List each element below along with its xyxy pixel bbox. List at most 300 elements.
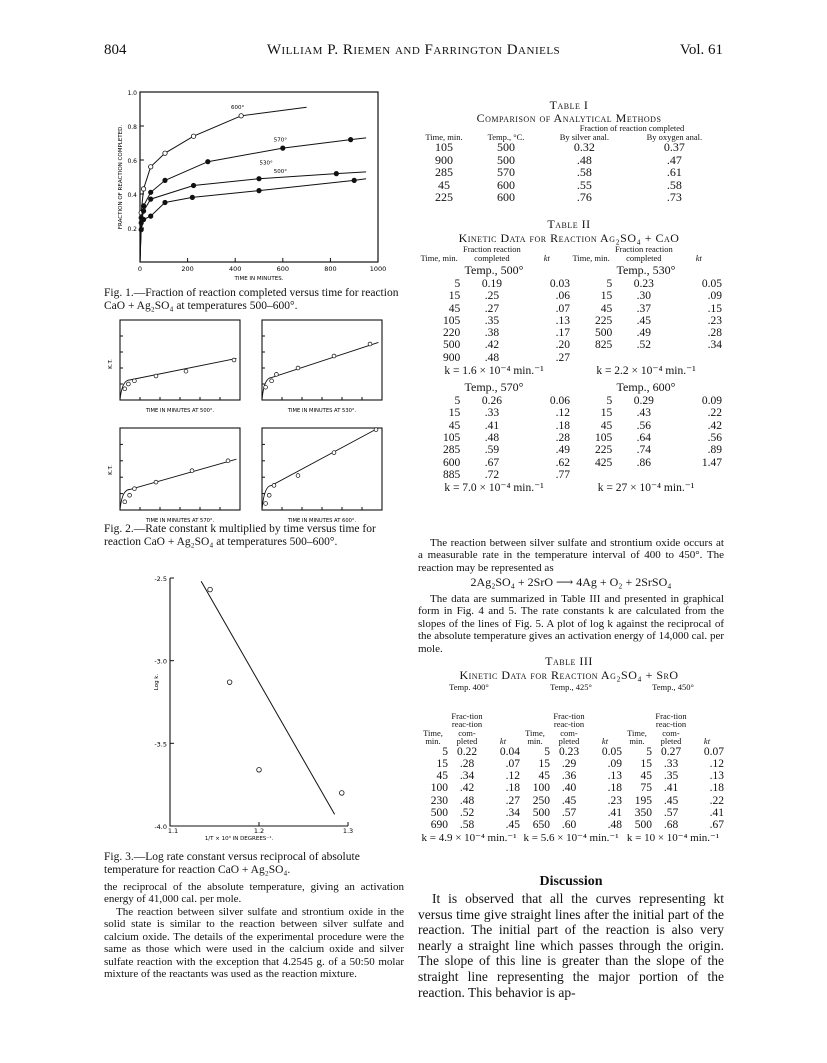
- table2-cell-time-2: 45: [600, 419, 613, 432]
- table2-cell-kt: .49: [555, 444, 570, 457]
- table3-cell: .58: [459, 819, 475, 832]
- table2-temp-left: Temp., 500°: [464, 263, 524, 277]
- table3-cell: 195: [634, 794, 652, 807]
- table3-cell: 500: [634, 819, 652, 832]
- table3-cell: .67: [709, 819, 724, 832]
- fig3-xtick-label: 1.2: [253, 827, 265, 835]
- table2-cell-fraction: 0.19: [481, 278, 502, 290]
- fig2-panel-530-xlabel: TIME IN MINUTES AT 530°.: [287, 408, 357, 414]
- table1-cell-time: 225: [435, 190, 453, 204]
- table2-cell-time: 45: [448, 302, 461, 315]
- fig1-point: [139, 228, 143, 232]
- table2-temp-right: Temp., 530°: [616, 263, 676, 277]
- table3-cell: .68: [663, 819, 679, 832]
- fig1-xtick-label: 0: [137, 265, 143, 273]
- table2-cell-time: 885: [442, 468, 461, 481]
- table3-cell: 690: [430, 819, 448, 832]
- table1-cell-temp: 500: [497, 152, 515, 167]
- equation: 2Ag₂SO₄ + 2SrO ⟶ 4Ag + O₂ + 2SrSO₄: [470, 575, 672, 589]
- table2-cell-fraction: .42: [484, 339, 500, 352]
- table1-cell-temp: 600: [497, 190, 515, 204]
- table3-cell: .13: [607, 770, 622, 783]
- table3-cell: 15: [538, 757, 550, 770]
- table3-k-400: k = 4.9 × 10⁻⁴ min.⁻¹: [421, 831, 517, 844]
- fig1-point: [281, 146, 285, 150]
- fig2-panel-570-point: [123, 500, 127, 504]
- table2-header-kt-2: kt: [695, 252, 702, 263]
- table-row: [418, 327, 722, 339]
- table2-cell-kt: .07: [555, 302, 570, 315]
- table2-k-right: k = 27 × 10⁻⁴ min.⁻¹: [597, 482, 695, 495]
- table2-cell-time: 5: [454, 395, 461, 408]
- table3-cell: .45: [561, 794, 577, 807]
- table3-sub-time-2: Time, min.: [525, 727, 545, 746]
- table2-cell-kt-2: [676, 352, 722, 364]
- table2-cell-kt: 0.03: [549, 278, 570, 290]
- fig2-panel-570-line: [120, 459, 236, 510]
- table2-cell-time: 45: [448, 419, 461, 432]
- table3-sub-kt-3: kt: [703, 736, 711, 746]
- table2-cell-kt-2: .42: [707, 419, 722, 432]
- table3-cell: .18: [709, 782, 724, 795]
- discussion-heading: Discussion: [539, 874, 603, 889]
- table1: [418, 124, 722, 204]
- table3-cell: .41: [607, 806, 622, 819]
- table3-sub-time-3: Time, min.: [627, 727, 647, 746]
- fig1-point: [141, 217, 145, 221]
- fig2-panel-500-point: [123, 387, 127, 391]
- fig1-curve-label: 500°: [273, 168, 288, 175]
- table1-label: Table I: [549, 98, 589, 112]
- table3-cell: .34: [459, 770, 475, 783]
- table-row: [418, 166, 722, 179]
- table2-label: Table II: [547, 217, 591, 231]
- table3-cell: 100: [430, 782, 448, 795]
- table2-cell-fraction: .33: [484, 407, 500, 420]
- fig3-axes: [170, 578, 348, 826]
- table3-cell: 45: [538, 770, 550, 783]
- table3-cell: .36: [561, 770, 577, 783]
- fig1-curve-label: 600°: [230, 105, 245, 111]
- fig1-xtick-label: 800: [324, 265, 337, 273]
- fig2-panel-570-point: [133, 487, 137, 491]
- fig2-panel-570-point: [226, 459, 230, 463]
- table2-k-left: k = 1.6 × 10⁻⁴ min.⁻¹: [444, 365, 544, 378]
- table-row: [418, 819, 724, 831]
- table2-cell-time: 500: [442, 339, 461, 352]
- table-row: [418, 191, 722, 204]
- table-row: [418, 141, 722, 154]
- table2-cell-time: 5: [454, 278, 461, 290]
- fig1-curve-label: 570°: [273, 137, 288, 144]
- table1-cell-oxygen: 0.37: [663, 140, 685, 154]
- fig3-xlabel: 1/T × 10³ IN DEGREES⁻¹.: [204, 836, 274, 842]
- left-paragraph-2: The reaction between silver sulfate and strontium oxide in the solid state is similar to the reaction between silver sulfate and calcium oxide. The details of the experimental procedure were the same as those which were used in the calcium oxide and silver sulfate reaction with the exception that 4.2545 g. of a 50:50 molar mixture of the reactants was used as the reaction mixture.: [104, 906, 404, 981]
- right-paragraph-1: The reaction between silver sulfate and strontium oxide occurs at a measurable rate in the temperature interval of 400 to 450°. The reaction may be represented as: [418, 537, 724, 574]
- fig2-panel-600-point: [267, 493, 271, 497]
- table2-header-kt: kt: [543, 252, 550, 263]
- table2-cell-kt: .12: [555, 407, 570, 420]
- fig1-xlabel: TIME IN MINUTES.: [234, 276, 284, 282]
- table3-sub-kt-2: kt: [601, 736, 609, 746]
- table3-temp-450: Temp., 450°: [652, 682, 694, 692]
- table-row: [418, 339, 722, 351]
- table2-cell-time: 900: [442, 351, 461, 364]
- table3-cell: .27: [505, 794, 520, 807]
- table2-cell-fraction-2: .45: [636, 314, 652, 327]
- table1-title: Comparison of Analytical Methods: [476, 111, 662, 125]
- table-row: [418, 782, 724, 794]
- table1-header-silver: By silver anal.: [559, 131, 610, 142]
- table2-cell-fraction-2: .56: [636, 419, 652, 432]
- fig2-panel-600-point: [264, 502, 268, 506]
- table1-cell-temp: 500: [497, 140, 515, 154]
- table2-cell-time: 105: [442, 314, 461, 327]
- fig3-xtick-label: 1.3: [342, 827, 354, 835]
- fig3-caption: Fig. 3.—Log rate constant versus reciprocal of absolute temperature for reaction CaO + Ag₂SO₄.: [104, 851, 360, 876]
- table2-cell-time-2: 500: [594, 327, 613, 340]
- fig3-point: [339, 791, 344, 796]
- fig2-panel-530-frame: [262, 320, 382, 400]
- fig1-ytick-label: 0.6: [127, 158, 137, 165]
- fig1-point: [163, 178, 167, 182]
- fig2-panel-600-xlabel: TIME IN MINUTES AT 600°.: [287, 518, 357, 524]
- fig3-xtick-label: 1.1: [167, 827, 179, 835]
- table2-cell-kt: .77: [555, 468, 570, 481]
- fig1-point: [352, 178, 356, 182]
- fig1-point: [190, 195, 194, 199]
- table2-cell-time-2: 105: [594, 431, 613, 444]
- table2-cell-kt-2: .23: [707, 314, 722, 327]
- table2-cell-time-2: 225: [594, 444, 613, 457]
- table3-sub-fraction: Frac-tion reac-tion com-pleted: [451, 710, 483, 746]
- table-row: [418, 352, 722, 364]
- table1-cell-silver: .48: [576, 152, 592, 167]
- table3-cell: 350: [634, 806, 652, 819]
- table2-cell-kt-2: .89: [707, 444, 722, 457]
- table2-cell-fraction: .38: [484, 327, 500, 340]
- table2-cell-time-2: 15: [600, 290, 613, 303]
- table-row: [418, 420, 722, 432]
- table1-cell-oxygen: .58: [666, 177, 682, 192]
- table2-cell-time-2: [570, 352, 612, 364]
- fig2-panel-500-point: [154, 374, 158, 378]
- table3-cell: .52: [459, 806, 475, 819]
- table2-title: Kinetic Data for Reaction Ag₂SO₄ + CaO: [458, 231, 680, 245]
- fig3-ytick-label: -2.5: [154, 575, 167, 583]
- fig3-point: [208, 587, 213, 592]
- table3-cell: .42: [459, 782, 475, 795]
- table1-cell-time: 285: [435, 165, 453, 179]
- table2-cell-time-2: 15: [600, 407, 613, 420]
- table1-cell-oxygen: .47: [666, 152, 682, 167]
- fig1-point: [257, 188, 261, 192]
- fig3-ylabel: Log k.: [154, 673, 160, 691]
- fig3-chart: [140, 570, 360, 845]
- fig1-point: [149, 214, 153, 218]
- table2-cell-fraction-2: .30: [636, 290, 652, 303]
- table2-cell-kt: .28: [555, 431, 570, 444]
- table3-cell: .28: [459, 757, 475, 770]
- table-row: [418, 432, 722, 444]
- table2-cell-time-2: 5: [606, 278, 613, 290]
- table-row: [418, 407, 722, 419]
- volume-number: Vol. 61: [679, 42, 723, 58]
- fig3-ytick-label: -4.0: [154, 823, 167, 831]
- fig1-point: [191, 134, 195, 138]
- table3-cell: 0.05: [601, 745, 622, 758]
- table-row: [418, 457, 722, 469]
- fig1-point: [163, 151, 167, 155]
- table2-cell-fraction-2: .74: [636, 444, 652, 457]
- table1-cell-oxygen: .61: [666, 165, 682, 179]
- table2-header-time: Time, min.: [420, 252, 458, 263]
- table1-header-fraction: Fraction of reaction completed: [579, 123, 685, 133]
- table2-cell-time: 15: [448, 290, 461, 303]
- fig1-curve-1: [140, 138, 366, 262]
- table3-sub-time: Time, min.: [423, 727, 443, 746]
- fig1-point: [149, 165, 153, 169]
- fig2-panel-500-line: [120, 358, 236, 400]
- fig3-ytick-label: -3.0: [154, 657, 167, 666]
- table3-cell: 15: [436, 757, 448, 770]
- fig1-curve-2: [140, 172, 366, 262]
- table2-cell-fraction-2: .49: [636, 327, 652, 340]
- fig1-point: [149, 190, 153, 194]
- table3-temp-425: Temp., 425°: [550, 682, 592, 692]
- table2-cell-fraction-2: .64: [636, 431, 652, 444]
- fig1-curve-0: [140, 107, 307, 262]
- fig2-panel-530-point: [275, 373, 279, 377]
- table3-sub-kt: kt: [499, 736, 507, 746]
- table2-cell-fraction: .48: [484, 431, 500, 444]
- table2-cell-fraction: .67: [484, 456, 500, 469]
- table2-cell-fraction-2: .43: [636, 407, 652, 420]
- table2-cell-time: 105: [442, 431, 461, 444]
- table2-cell-fraction: .35: [484, 314, 500, 327]
- fig1-caption: Fig. 1.—Fraction of reaction completed versus time for reaction CaO + Ag₂SO₄ at temperatures 500–600°.: [104, 287, 399, 312]
- table2: [418, 245, 722, 496]
- fig2-panel-530-point: [368, 342, 372, 346]
- fig2-panel-500-point: [184, 369, 188, 373]
- table3-cell: 45: [640, 770, 652, 783]
- table2-cell-fraction-2: .86: [636, 456, 652, 469]
- table-row: [418, 278, 722, 290]
- table1-cell-oxygen: .73: [666, 190, 682, 204]
- fig2-panel-570-point: [190, 469, 194, 473]
- fig2-panel-530-point: [332, 354, 336, 358]
- table1-cell-silver: 0.32: [573, 140, 595, 154]
- table2-cell-kt: .13: [555, 314, 570, 327]
- discussion-text: It is observed that all the curves representing kt versus time give straight lines after the initial part of the reaction. The initial part of the reaction is also very nearly a straight line which passes through the origin. The slope of this line is greater than the slope of the straight line representing the major portion of the reaction. This behavior is ap-: [418, 891, 724, 1000]
- table1-cell-silver: .55: [576, 177, 592, 192]
- table2-cell-kt: .18: [555, 419, 570, 432]
- fig2-panel-600-frame: [262, 428, 382, 510]
- table2-temp-left: Temp., 570°: [464, 380, 524, 395]
- right-paragraph-2: The data are summarized in Table III and presented in graphical form in Fig. 4 and 5. The rate constants k are calculated from the slopes of the lines of Fig. 5. A plot of log k against the reciprocal of the absolute temperature gives an activation energy of 14,000 cal. per mole.: [418, 593, 724, 655]
- table3-cell: .48: [607, 819, 622, 832]
- table-row: [418, 807, 724, 819]
- table1-cell-time: 900: [435, 152, 453, 167]
- fig1-xtick-label: 1000: [369, 265, 387, 273]
- fig2-panel-600-point: [296, 474, 300, 478]
- fig1-ytick-label: 0.4: [127, 192, 137, 199]
- fig3-fit-line: [201, 581, 335, 814]
- table2-cell-kt: .62: [555, 456, 570, 469]
- table2-cell-kt-2: 0.09: [701, 395, 722, 408]
- fig1-point: [149, 197, 153, 201]
- table2-cell-kt-2: .22: [707, 407, 722, 420]
- table3-cell: 75: [640, 782, 652, 795]
- fig2-panel-500-frame: [120, 320, 240, 400]
- table3-k-425: k = 5.6 × 10⁻⁴ min.⁻¹: [523, 831, 619, 844]
- table2-cell-kt: 0.06: [549, 395, 570, 408]
- fig2-bottom-panels: [104, 420, 404, 524]
- table3-cell: 5: [544, 745, 550, 758]
- table3-cell: .12: [505, 770, 520, 783]
- table2-temp-right: Temp., 600°: [616, 380, 676, 395]
- table3-sub-fraction-2: Frac-tion reac-tion com-pleted: [553, 710, 585, 746]
- table3-cell: .07: [505, 757, 520, 770]
- fig2-panel-600-line: [262, 428, 378, 510]
- table2-cell-fraction-2: [612, 469, 675, 481]
- table2-k-right: k = 2.2 × 10⁻⁴ min.⁻¹: [596, 365, 696, 378]
- table3-cell: .33: [663, 757, 679, 770]
- table1-cell-temp: 600: [497, 177, 515, 192]
- table-row: [418, 469, 722, 481]
- fig3-point: [257, 767, 262, 772]
- fig1-point: [141, 204, 145, 208]
- fig2-ylabel-bottom: K.T.: [108, 465, 114, 475]
- table3-cell: 45: [436, 770, 448, 783]
- table3-cell: 100: [532, 782, 550, 795]
- fig1-point: [334, 171, 338, 175]
- table2-cell-fraction: .59: [484, 444, 500, 457]
- table2-header-fraction-2: Fraction reaction completed: [614, 244, 673, 263]
- table2-cell-time: 15: [448, 407, 461, 420]
- left-paragraph-1: the reciprocal of the absolute temperature, giving an activation energy of 41,000 cal. per mole.: [104, 881, 404, 906]
- table2-cell-fraction-2: .52: [636, 339, 652, 352]
- fig2-ylabel: K.T.: [108, 359, 114, 369]
- table3-cell: .12: [709, 757, 724, 770]
- table3-cell: .18: [607, 782, 622, 795]
- fig1-point: [191, 183, 195, 187]
- table3-cell: .48: [459, 794, 475, 807]
- table2-cell-fraction: .48: [484, 351, 500, 364]
- table3-cell: .45: [505, 819, 520, 832]
- table2-cell-time-2: [570, 469, 612, 481]
- table2-cell-fraction: .27: [484, 302, 500, 315]
- table2-cell-time-2: 425: [594, 456, 613, 469]
- fig2-panel-600-point: [332, 451, 336, 455]
- table2-cell-time-2: 225: [594, 314, 613, 327]
- table3-temp-400: Temp. 400°: [449, 682, 489, 692]
- fig2-panel-600-point: [374, 428, 378, 432]
- table2-cell-kt: .27: [555, 351, 570, 364]
- fig2-panel-530-point: [296, 366, 300, 370]
- fig1-ylabel: FRACTION OF REACTION COMPLETED.: [118, 124, 124, 230]
- table2-cell-kt-2: 1.47: [701, 456, 722, 469]
- table1-cell-silver: .76: [576, 190, 592, 204]
- table3-cell: .22: [709, 794, 724, 807]
- table2-cell-kt: .20: [555, 339, 570, 352]
- table3-cell: 0.07: [703, 745, 724, 758]
- table1-cell-time: 45: [438, 177, 450, 192]
- fig2-panel-500-xlabel: TIME IN MINUTES AT 500°.: [145, 408, 215, 414]
- table3-cell: .45: [663, 794, 679, 807]
- table1-header-time: Time, min.: [425, 131, 463, 142]
- table3-cell: .29: [561, 757, 577, 770]
- table1-cell-temp: 570: [497, 165, 515, 179]
- table3-cell: 230: [430, 794, 448, 807]
- table2-cell-time-2: 825: [594, 339, 613, 352]
- table-row: [418, 746, 724, 758]
- fig1-point: [141, 209, 145, 213]
- table-row: [418, 315, 722, 327]
- fig2-panel-500-point: [127, 382, 131, 386]
- table3-cell: .13: [709, 770, 724, 783]
- fig1-chart: [110, 88, 392, 288]
- fig2-top-panels: [104, 314, 404, 414]
- table3-cell: .35: [663, 770, 679, 783]
- table-row: [418, 758, 724, 770]
- table2-cell-time: 220: [442, 327, 461, 340]
- fig1-xtick-label: 400: [228, 265, 242, 273]
- table2-cell-fraction: .72: [484, 468, 500, 481]
- table2-cell-fraction-2: 0.29: [633, 395, 654, 408]
- table2-cell-kt-2: .34: [707, 339, 722, 352]
- table3-cell: .41: [709, 806, 724, 819]
- fig1-point: [239, 114, 243, 118]
- fig2-panel-530-line: [262, 342, 378, 400]
- table3-cell: .23: [607, 794, 622, 807]
- table3-cell: 250: [532, 794, 550, 807]
- table-row: [418, 444, 722, 456]
- table-row: [418, 795, 724, 807]
- table3-cell: .41: [663, 782, 679, 795]
- table3-cell: 15: [640, 757, 652, 770]
- table2-cell-fraction: .41: [484, 419, 500, 432]
- table3-cell: 0.27: [660, 745, 682, 758]
- fig2-panel-600-point: [272, 484, 276, 488]
- table3-sub-fraction-3: Frac-tion reac-tion com-pleted: [655, 710, 687, 746]
- table3-cell: .34: [505, 806, 520, 819]
- table2-cell-fraction-2: 0.23: [633, 278, 654, 290]
- fig2-panel-530-point: [270, 379, 274, 383]
- table-row: [418, 770, 724, 782]
- table3-cell: 0.23: [558, 745, 580, 758]
- fig1-point: [163, 200, 167, 204]
- table2-cell-fraction-2: [612, 352, 675, 364]
- fig2-panel-570-xlabel: TIME IN MINUTES AT 570°.: [145, 518, 215, 524]
- fig3-ytick-label: -3.5: [154, 740, 167, 749]
- running-head: William P. Riemen and Farrington Daniels: [266, 42, 561, 58]
- table3-cell: .09: [607, 757, 622, 770]
- table2-cell-kt-2: .15: [707, 302, 722, 315]
- table-row: [418, 303, 722, 315]
- table-row: [418, 395, 722, 407]
- table3-cell: .18: [505, 782, 520, 795]
- fig1-ytick-label: 0.8: [127, 124, 137, 131]
- fig1-ytick-label: 0.2: [127, 226, 137, 233]
- table2-cell-fraction-2: .37: [636, 302, 652, 315]
- fig1-ytick-label: 1.0: [127, 90, 137, 97]
- fig1-point: [206, 160, 210, 164]
- fig1-xtick-label: 600: [276, 265, 290, 273]
- table2-header-time-2: Time, min.: [572, 252, 610, 263]
- table3-cell: 0.04: [499, 745, 520, 758]
- fig1-point: [141, 187, 145, 191]
